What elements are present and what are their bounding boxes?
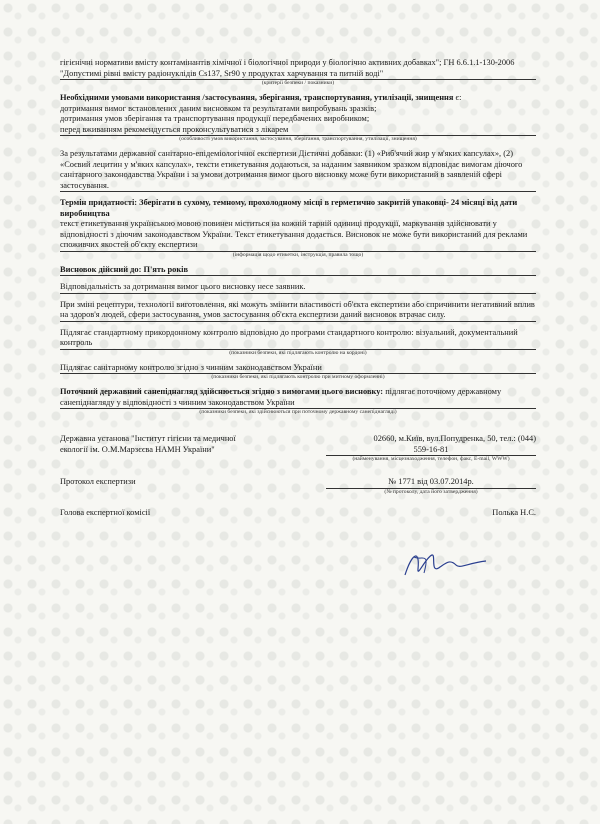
labeling-text: текст етикетування українською мовою повинен міститься на кожній тарній одиниці продукції, маркування здійснювати у відповідності з діючим законодавством України. Текст етикетування додається. Висновок не може бути використаний для реклами споживчих якостей об'єкту експертизи	[60, 219, 528, 249]
head-name: Полька Н.С.	[492, 507, 536, 517]
institution-row	[60, 434, 536, 463]
institution-name-line-2: екології ім. О.М.Марзєєва НАМН України"	[60, 444, 215, 454]
signature	[400, 545, 490, 585]
conditions-line-2: дотримання умов зберігання та транспортування продукції передбачених виробником;	[60, 114, 370, 123]
supervision-title: Поточний державний санепіднагляд здійснюється згідно з вимогами цього висновку:	[60, 387, 384, 396]
conditions-caption: (особливості умов використання, застосування, зберігання, транспортування, утилізації, знищення)	[179, 136, 417, 142]
head-label: Голова експертної комісії	[60, 507, 151, 517]
customs-control-caption: (показники безпеки, які підлягають контролю при митному оформленні)	[211, 374, 385, 380]
responsibility-line: Відповідальність за дотримання вимог цього висновку несе заявник.	[60, 282, 536, 294]
criteria-caption: (критерії безпеки / показники)	[261, 80, 335, 86]
document-page	[60, 58, 536, 518]
address-line-2: 559-16-81	[326, 445, 536, 457]
results-paragraph: За результатами державної санітарно-епідеміологічної експертизи Дієтичні добавки: (1) «Риб'ячий жир у м'яких капсулах», (2) «Соєвий лецитин у м'яких капсулах», тексти етикетування додаються, за наданим заявником зразком відповідає вимогам діючого санітарного законодавства України і за умови дотримання вимог цього висновку може бути використаний в заявленій сфері застосування.	[60, 149, 536, 192]
conditions-line-1: дотримання вимог встановлених даним висновком та результатами випробувань зразків;	[60, 103, 377, 113]
supervision-caption: (показники безпеки, які здійснюються при поточному державному санепіднагляді)	[199, 409, 397, 415]
address-caption: (найменування, місцезнаходження, телефон, факс, E-mail, WWW)	[352, 456, 510, 462]
conditions-title: Необхідними умовами використання /застосування, зберігання, транспортування, утилізації, знищення	[60, 93, 454, 102]
border-control-paragraph: Підлягає стандартному прикордонному контролю відповідно до програми стандартного контролю: візуальний, документальний контроль	[60, 328, 536, 350]
conditions-block	[60, 93, 536, 136]
shelf-life-block	[60, 198, 536, 252]
supervision-text: підлягає поточному державному санепіднагляду у відповідності з чинним законодавством України	[60, 387, 502, 407]
address-line-1: 02660, м.Київ, вул.Попудренка, 50, тел.: (044)	[373, 434, 536, 443]
protocol-row	[60, 477, 536, 496]
border-control-caption: (показники безпеки, які підлягають контролю на кордоні)	[229, 349, 367, 356]
institution-name-line-1: Державна установа "Інститут гігієни та медичної	[60, 434, 236, 443]
conditions-line-3: перед вживанням рекомендується проконсультуватися з лікарем	[60, 124, 289, 134]
supervision-paragraph	[60, 387, 536, 409]
labeling-caption: (інформація щодо етикетки, інструкція, правила тощо)	[232, 251, 364, 258]
protocol-value: № 1771 від 03.07.2014р.	[326, 477, 536, 489]
customs-control-line: Підлягає санітарному контролю згідно з чинним законодавством України	[60, 363, 536, 375]
shelf-life-title: Термін придатності: Зберігати в сухому, темному, прохолодному місці в герметично закритій упаковці- 24 місяці від дати виробництва	[60, 198, 518, 218]
protocol-caption: (№ протоколу, дата його затвердження)	[384, 488, 478, 495]
changes-paragraph: При зміні рецептури, технології виготовлення, які можуть змінити властивості об'єкта експертизи або спричинити негативний вплив на здоров'я людей, сфери застосування, умов застосування об'єкта експертизи даний висновок втрачає силу.	[60, 300, 536, 322]
conditions-suffix: є:	[455, 93, 462, 102]
validity-line: Висновок дійсний до: П'ять років	[60, 265, 536, 277]
head-row	[60, 508, 536, 519]
protocol-label: Протокол експертизи	[60, 477, 136, 486]
criteria-paragraph: гігієнічні нормативи вмісту контамінантів хімічної і біологічної природи у біологічно активних добавках"; ГН 6.6.1.1-130-2006 "Допустимі рівні вмісту радіонуклідів Cs137, Sr90 у продуктах харчування та питній воді"	[60, 58, 536, 80]
